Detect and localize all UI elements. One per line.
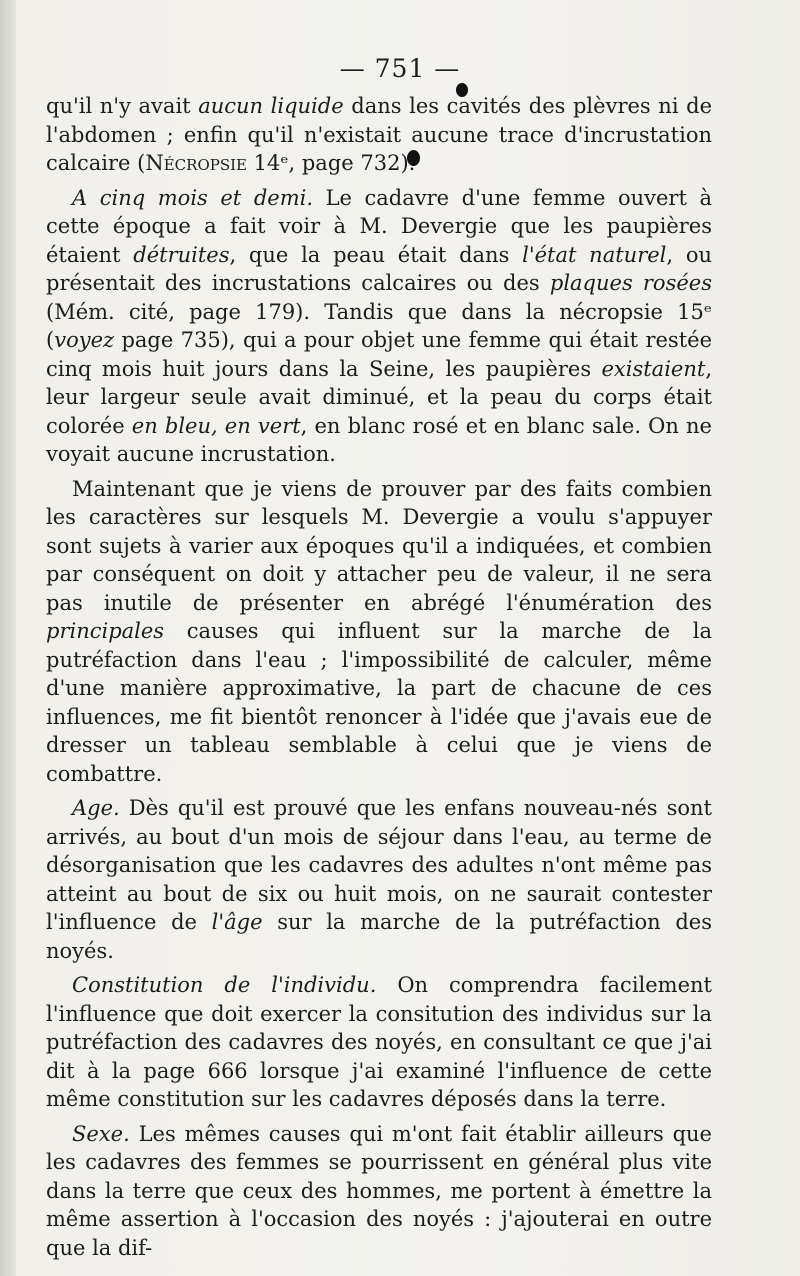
text-run: dans les cavités des plèvres ni de l'abdomen ; enfin qu'il n'existait aucune trace d'incrustation calcaire ( [46, 94, 712, 175]
paragraph-p6 [46, 1120, 712, 1263]
italic-text-run: A cinq mois et demi. [72, 185, 313, 210]
italic-text-run: voyez [54, 328, 115, 352]
text-run: causes qui influent sur la marche de la putréfaction dans l'eau ; l'impossibilité de calculer, même d'une manière approximative, la part de chacune de ces influences, me fit bientôt renoncer à l'idée que j'avais eue de dresser un tableau semblable à celui que je viens de combattre. [46, 619, 712, 786]
text-run: On comprendra facilement l'influence que doit exercer la consitution des individus sur la putréfaction des cadavres des noyés, en consultant ce que j'ai dit à la page 666 lorsque j'ai examiné l'influence de cette même constitution sur les cadavres déposés dans la terre. [46, 973, 712, 1111]
paragraph-p4 [46, 794, 712, 965]
page-number: — 751 — [339, 54, 461, 83]
italic-text-run: détruites [133, 242, 230, 267]
italic-text-run: principales [46, 619, 165, 643]
text-run: , leur largeur seule avait diminué, et la peau du corps était colorée [46, 356, 712, 438]
text-run: , que la peau était dans [229, 242, 523, 267]
paragraph-p1 [46, 92, 712, 178]
italic-text-run: Constitution de l'individu. [72, 973, 377, 997]
text-run: Maintenant que je viens de prouver par des faits combien les caractères sur lesquels M. Devergie a voulu s'appuyer sont sujets à varier aux époques qu'il a indiquées, et combien par conséquent on doit y attacher peu de valeur, il ne sera pas inutile de présenter en abrégé l'énumération des [46, 476, 712, 615]
text-run: , ou présentait des incrustations calcaires ou des [46, 242, 712, 295]
text-run: Dès qu'il est prouvé que les enfans nouveau-nés sont arrivés, au bout d'un mois de séjour dans l'eau, au terme de désorganisation que les cadavres des adultes n'ont même pas atteint au bout de six ou huit mois, on ne saurait contester l'influence de [46, 796, 712, 934]
page-body-text [46, 92, 712, 1262]
text-run: qu'il n'y avait [46, 94, 199, 118]
text-run: Les mêmes causes qui m'ont fait établir ailleurs que les cadavres des femmes se pourrissent en général plus vite dans la terre que ceux des hommes, me portent à émettre la même assertion à l'occasion des noyés : j'ajouterai en outre que la dif- [46, 1121, 712, 1260]
italic-text-run: l'âge [211, 910, 263, 934]
italic-text-run: plaques rosées [549, 271, 712, 295]
text-run: Le cadavre d'une femme ouvert à cette époque a fait voir à M. Devergie que les paupières étaient [46, 185, 712, 267]
italic-text-run: Age. [72, 796, 120, 820]
text-run: , en blanc rosé et en blanc sale. On ne voyait aucune incrustation. [46, 413, 712, 466]
paragraph-p2 [46, 184, 712, 469]
italic-text-run: en bleu, en vert [131, 413, 301, 438]
italic-text-run: l'état naturel [522, 242, 667, 267]
italic-text-run: aucun liquide [198, 94, 344, 118]
text-run: 14ᵉ, page 732). [246, 151, 416, 175]
text-run: page 735), qui a pour objet une femme qui était restée cinq mois huit jours dans la Seine, les paupières [46, 328, 712, 381]
text-run: sur la marche de la putréfaction des noyés. [46, 910, 712, 963]
text-run: (Mém. cité, page 179). Tandis que dans la nécropsie 15ᵉ ( [46, 299, 712, 352]
paragraph-p5 [46, 971, 712, 1114]
text-run: Nécropsie [145, 151, 247, 175]
page-gutter-shadow [0, 0, 16, 1276]
italic-text-run: existaient [601, 356, 706, 381]
italic-text-run: Sexe. [72, 1121, 130, 1146]
paragraph-p3 [46, 475, 712, 789]
